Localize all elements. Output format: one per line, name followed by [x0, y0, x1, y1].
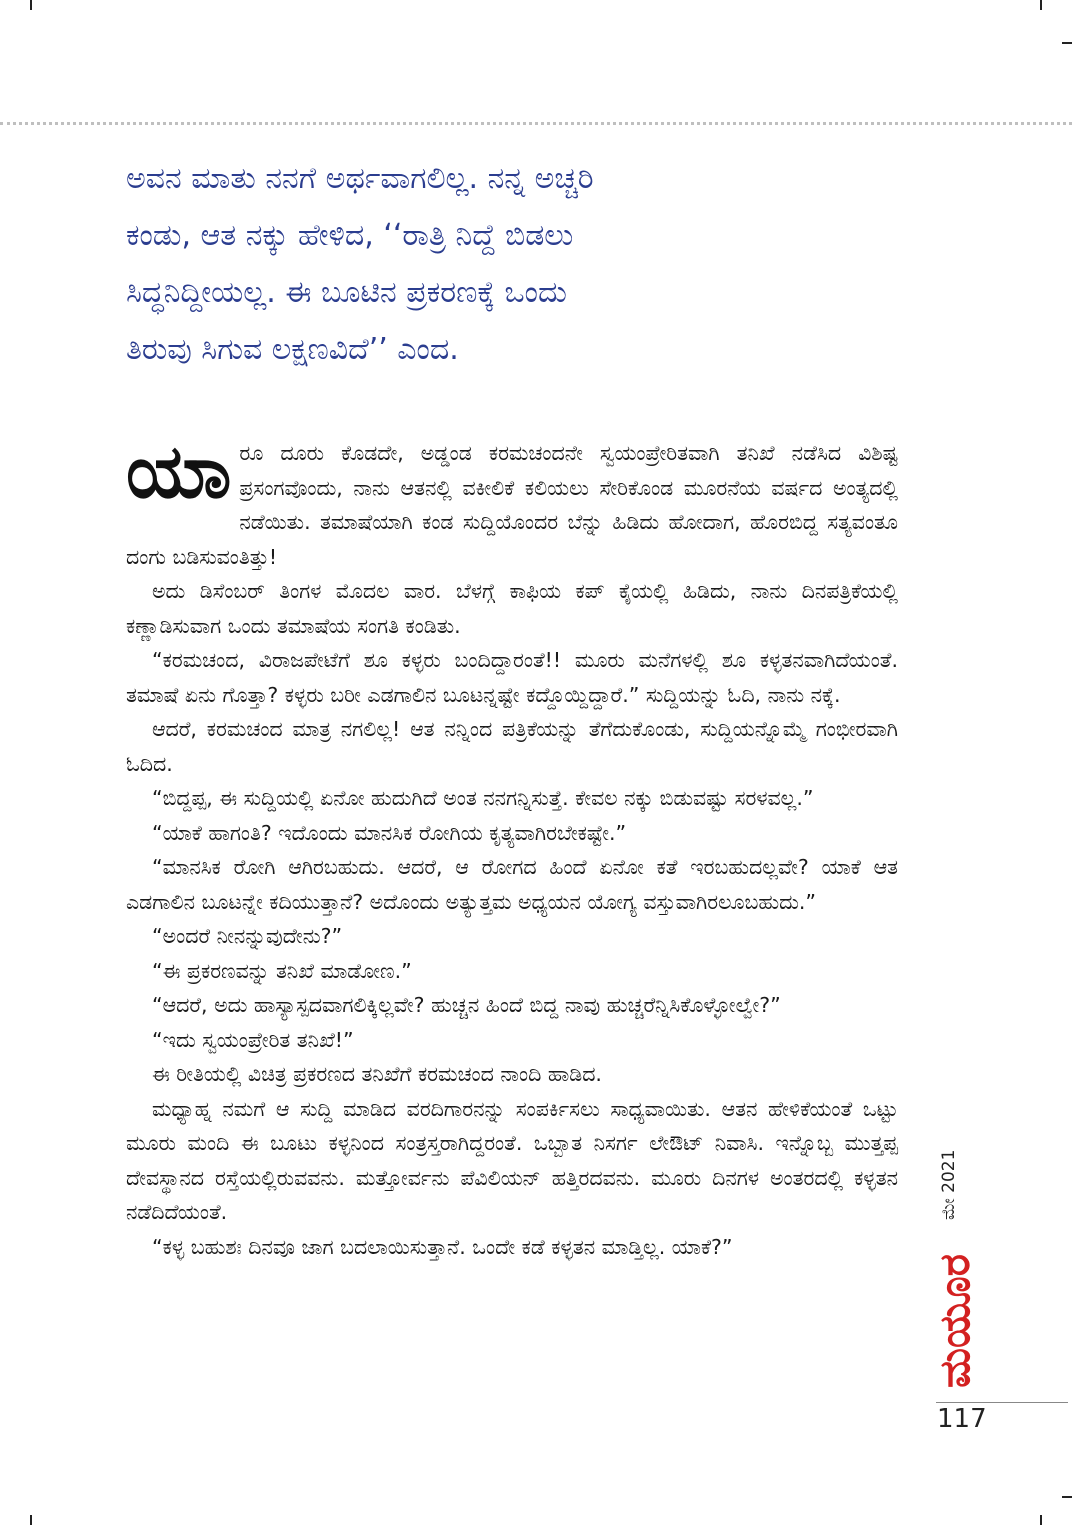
crop-mark-right-lower [1062, 1496, 1072, 1498]
article-paragraph: “ಈ ಪ್ರಕರಣವನ್ನು ತನಿಖೆ ಮಾಡೋಣ.” [152, 958, 412, 983]
crop-mark-top-left [30, 0, 32, 10]
pull-quote-line: ಅವನ ಮಾತು ನನಗೆ ಅರ್ಥವಾಗಲಿಲ್ಲ. ನನ್ನ ಅಚ್ಚರಿ [126, 161, 594, 196]
article-paragraph: “ಕರಮಚಂದ, ವಿರಾಜಪೇಟೆಗೆ ಶೂ ಕಳ್ಳರು ಬಂದಿದ್ದಾರಂತೆ!! ಮೂರು ಮನೆಗಳಲ್ಲಿ ಶೂ ಕಳ್ಳತನವಾಗಿದೆಯಂತೆ. ತಮಾಷೆ ಏನು ಗೊತ್ತಾ? ಕಳ್ಳರು ಬರೀ ಎಡಗಾಲಿನ ಬೂಟನ್ನಷ್ಟೇ ಕದ್ದೊಯ್ದಿದ್ದಾರೆ.” ಸುದ್ದಿಯನ್ನು ಓದಿ, ನಾನು ನಕ್ಕೆ. [126, 648, 898, 707]
drop-cap: ಯಾ [126, 429, 232, 515]
article-paragraph: ಆದರೆ, ಕರಮಚಂದ ಮಾತ್ರ ನಗಲಿಲ್ಲ! ಆತ ನನ್ನಿಂದ ಪತ್ರಿಕೆಯನ್ನು ತೆಗೆದುಕೊಂಡು, ಸುದ್ದಿಯನ್ನೊಮ್ಮೆ ಗಂಭೀರವಾಗಿ ಓದಿದ. [126, 717, 898, 776]
pull-quote [126, 150, 746, 378]
article-paragraph: ಈ ರೀತಿಯಲ್ಲಿ ವಿಚಿತ್ರ ಪ್ರಕರಣದ ತನಿಖೆಗೆ ಕರಮಚಂದ ನಾಂದಿ ಹಾಡಿದ. [152, 1062, 602, 1086]
first-paragraph-text: ರೂ ದೂರು ಕೊಡದೇ, ಅಡ್ಡಂಡ ಕರಮಚಂದನೇ ಸ್ವಯಂಪ್ರೇರಿತವಾಗಿ ತನಿಖೆ ನಡೆಸಿದ ವಿಶಿಷ್ಟ ಪ್ರಸಂಗವೊಂದು, ನಾನು ಆತನಲ್ಲಿ ವಕೀಲಿಕೆ ಕಲಿಯಲು ಸೇರಿಕೊಂಡ ಮೂರನೆಯ ವರ್ಷದ ಅಂತ್ಯದಲ್ಲಿ ನಡೆಯಿತು. ತಮಾಷೆಯಾಗಿ ಕಂಡ ಸುದ್ದಿಯೊಂದರ ಬೆನ್ನು ಹಿಡಿದು ಹೋದಾಗ, ಹೊರಬಿದ್ದ ಸತ್ಯವಂತೂ ದಂಗು ಬಡಿಸುವಂತಿತ್ತು! [126, 441, 898, 569]
article-paragraph: ಅದು ಡಿಸೆಂಬರ್ ತಿಂಗಳ ಮೊದಲ ವಾರ. ಬೆಳಗ್ಗೆ ಕಾಫಿಯ ಕಪ್ ಕೈಯಲ್ಲಿ ಹಿಡಿದು, ನಾನು ದಿನಪತ್ರಿಕೆಯಲ್ಲಿ ಕಣ್ಣಾಡಿಸುವಾಗ ಒಂದು ತಮಾಷೆಯ ಸಂಗತಿ ಕಂಡಿತು. [126, 579, 898, 638]
crop-mark-top-right [1040, 0, 1042, 10]
page-number-rule [936, 1402, 1068, 1403]
article-paragraph: “ಕಳ್ಳ ಬಹುಶಃ ದಿನವೂ ಜಾಗ ಬದಲಾಯಿಸುತ್ತಾನೆ. ಒಂದೇ ಕಡೆ ಕಳ್ಳತನ ಮಾಡ್ತಿಲ್ಲ. ಯಾಕೆ?” [152, 1234, 733, 1259]
pull-quote-line: ಸಿದ್ಧನಿದ್ದೀಯಲ್ಲ. ಈ ಬೂಟಿನ ಪ್ರಕರಣಕ್ಕೆ ಒಂದು [126, 275, 567, 310]
article-paragraph: ಮಧ್ಯಾಹ್ನ ನಮಗೆ ಆ ಸುದ್ದಿ ಮಾಡಿದ ವರದಿಗಾರನನ್ನು ಸಂಪರ್ಕಿಸಲು ಸಾಧ್ಯವಾಯಿತು. ಆತನ ಹೇಳಿಕೆಯಂತೆ ಒಟ್ಟು ಮೂರು ಮಂದಿ ಈ ಬೂಟು ಕಳ್ಳನಿಂದ ಸಂತ್ರಸ್ತರಾಗಿದ್ದರಂತೆ. ಒಬ್ಬಾತ ನಿಸರ್ಗ ಲೇಔಟ್ ನಿವಾಸಿ. ಇನ್ನೊಬ್ಬ ಮುತ್ತಪ್ಪ ದೇವಸ್ಥಾನದ ರಸ್ತೆಯಲ್ಲಿರುವವನು. ಮತ್ತೋರ್ವನು ಪೆವಿಲಿಯನ್ ಹತ್ತಿರದವನು. ಮೂರು ದಿನಗಳ ಅಂತರದಲ್ಲಿ ಕಳ್ಳತನ ನಡೆದಿದೆಯಂತೆ. [126, 1096, 898, 1224]
dotted-divider [0, 122, 1072, 125]
page-number: 117 [937, 1404, 987, 1434]
crop-mark-right-upper [1062, 42, 1072, 44]
issue-date: ಮೇ 2021 [939, 1149, 959, 1220]
article-body [126, 429, 898, 1264]
article-paragraph: “ಆದರೆ, ಅದು ಹಾಸ್ಯಾಸ್ಪದವಾಗಲಿಕ್ಕಿಲ್ಲವೇ? ಹುಚ್ಚನ ಹಿಂದೆ ಬಿದ್ದ ನಾವು ಹುಚ್ಚರೆನ್ನಿಸಿಕೊಳ್ಳೋಲ್ವೇ?” [152, 993, 781, 1017]
article-paragraph: “ಇದು ಸ್ವಯಂಪ್ರೇರಿತ ತನಿಖೆ!” [152, 1027, 354, 1052]
pull-quote-line: ತಿರುವು ಸಿಗುವ ಲಕ್ಷಣವಿದೆ’’ ಎಂದ. [126, 332, 459, 367]
article-paragraph: “ಅಂದರೆ ನೀನನ್ನುವುದೇನು?” [152, 924, 343, 948]
article-first-paragraph [126, 429, 898, 574]
article-paragraph: “ಮಾನಸಿಕ ರೋಗಿ ಆಗಿರಬಹುದು. ಆದರೆ, ಆ ರೋಗದ ಹಿಂದೆ ಏನೋ ಕತೆ ಇರಬಹುದಲ್ಲವೇ? ಯಾಕೆ ಆತ ಎಡಗಾಲಿನ ಬೂಟನ್ನೇ ಕದಿಯುತ್ತಾನೆ? ಅದೊಂದು ಅತ್ಯುತ್ತಮ ಅಧ್ಯಯನ ಯೋಗ್ಯ ವಸ್ತುವಾಗಿರಲೂಬಹುದು.” [126, 855, 898, 914]
article-paragraph: “ಬಿದ್ದಪ್ಪ, ಈ ಸುದ್ದಿಯಲ್ಲಿ ಏನೋ ಹುದುಗಿದೆ ಅಂತ ನನಗನ್ನಿಸುತ್ತೆ. ಕೇವಲ ನಕ್ಕು ಬಿಡುವಷ್ಟು ಸರಳವಲ್ಲ.” [152, 786, 814, 810]
article-paragraph: “ಯಾಕೆ ಹಾಗಂತಿ? ಇದೊಂದು ಮಾನಸಿಕ ರೋಗಿಯ ಕೃತ್ಯವಾಗಿರಬೇಕಷ್ಟೇ.” [152, 820, 627, 845]
magazine-logo: ಮಯೂರ [930, 1254, 979, 1388]
crop-mark-bottom-right [1040, 1515, 1042, 1525]
crop-mark-bottom-left [30, 1515, 32, 1525]
pull-quote-line: ಕಂಡು, ಆತ ನಕ್ಕು ಹೇಳಿದ, ‘‘ರಾತ್ರಿ ನಿದ್ದೆ ಬಿಡಲು [126, 218, 574, 253]
